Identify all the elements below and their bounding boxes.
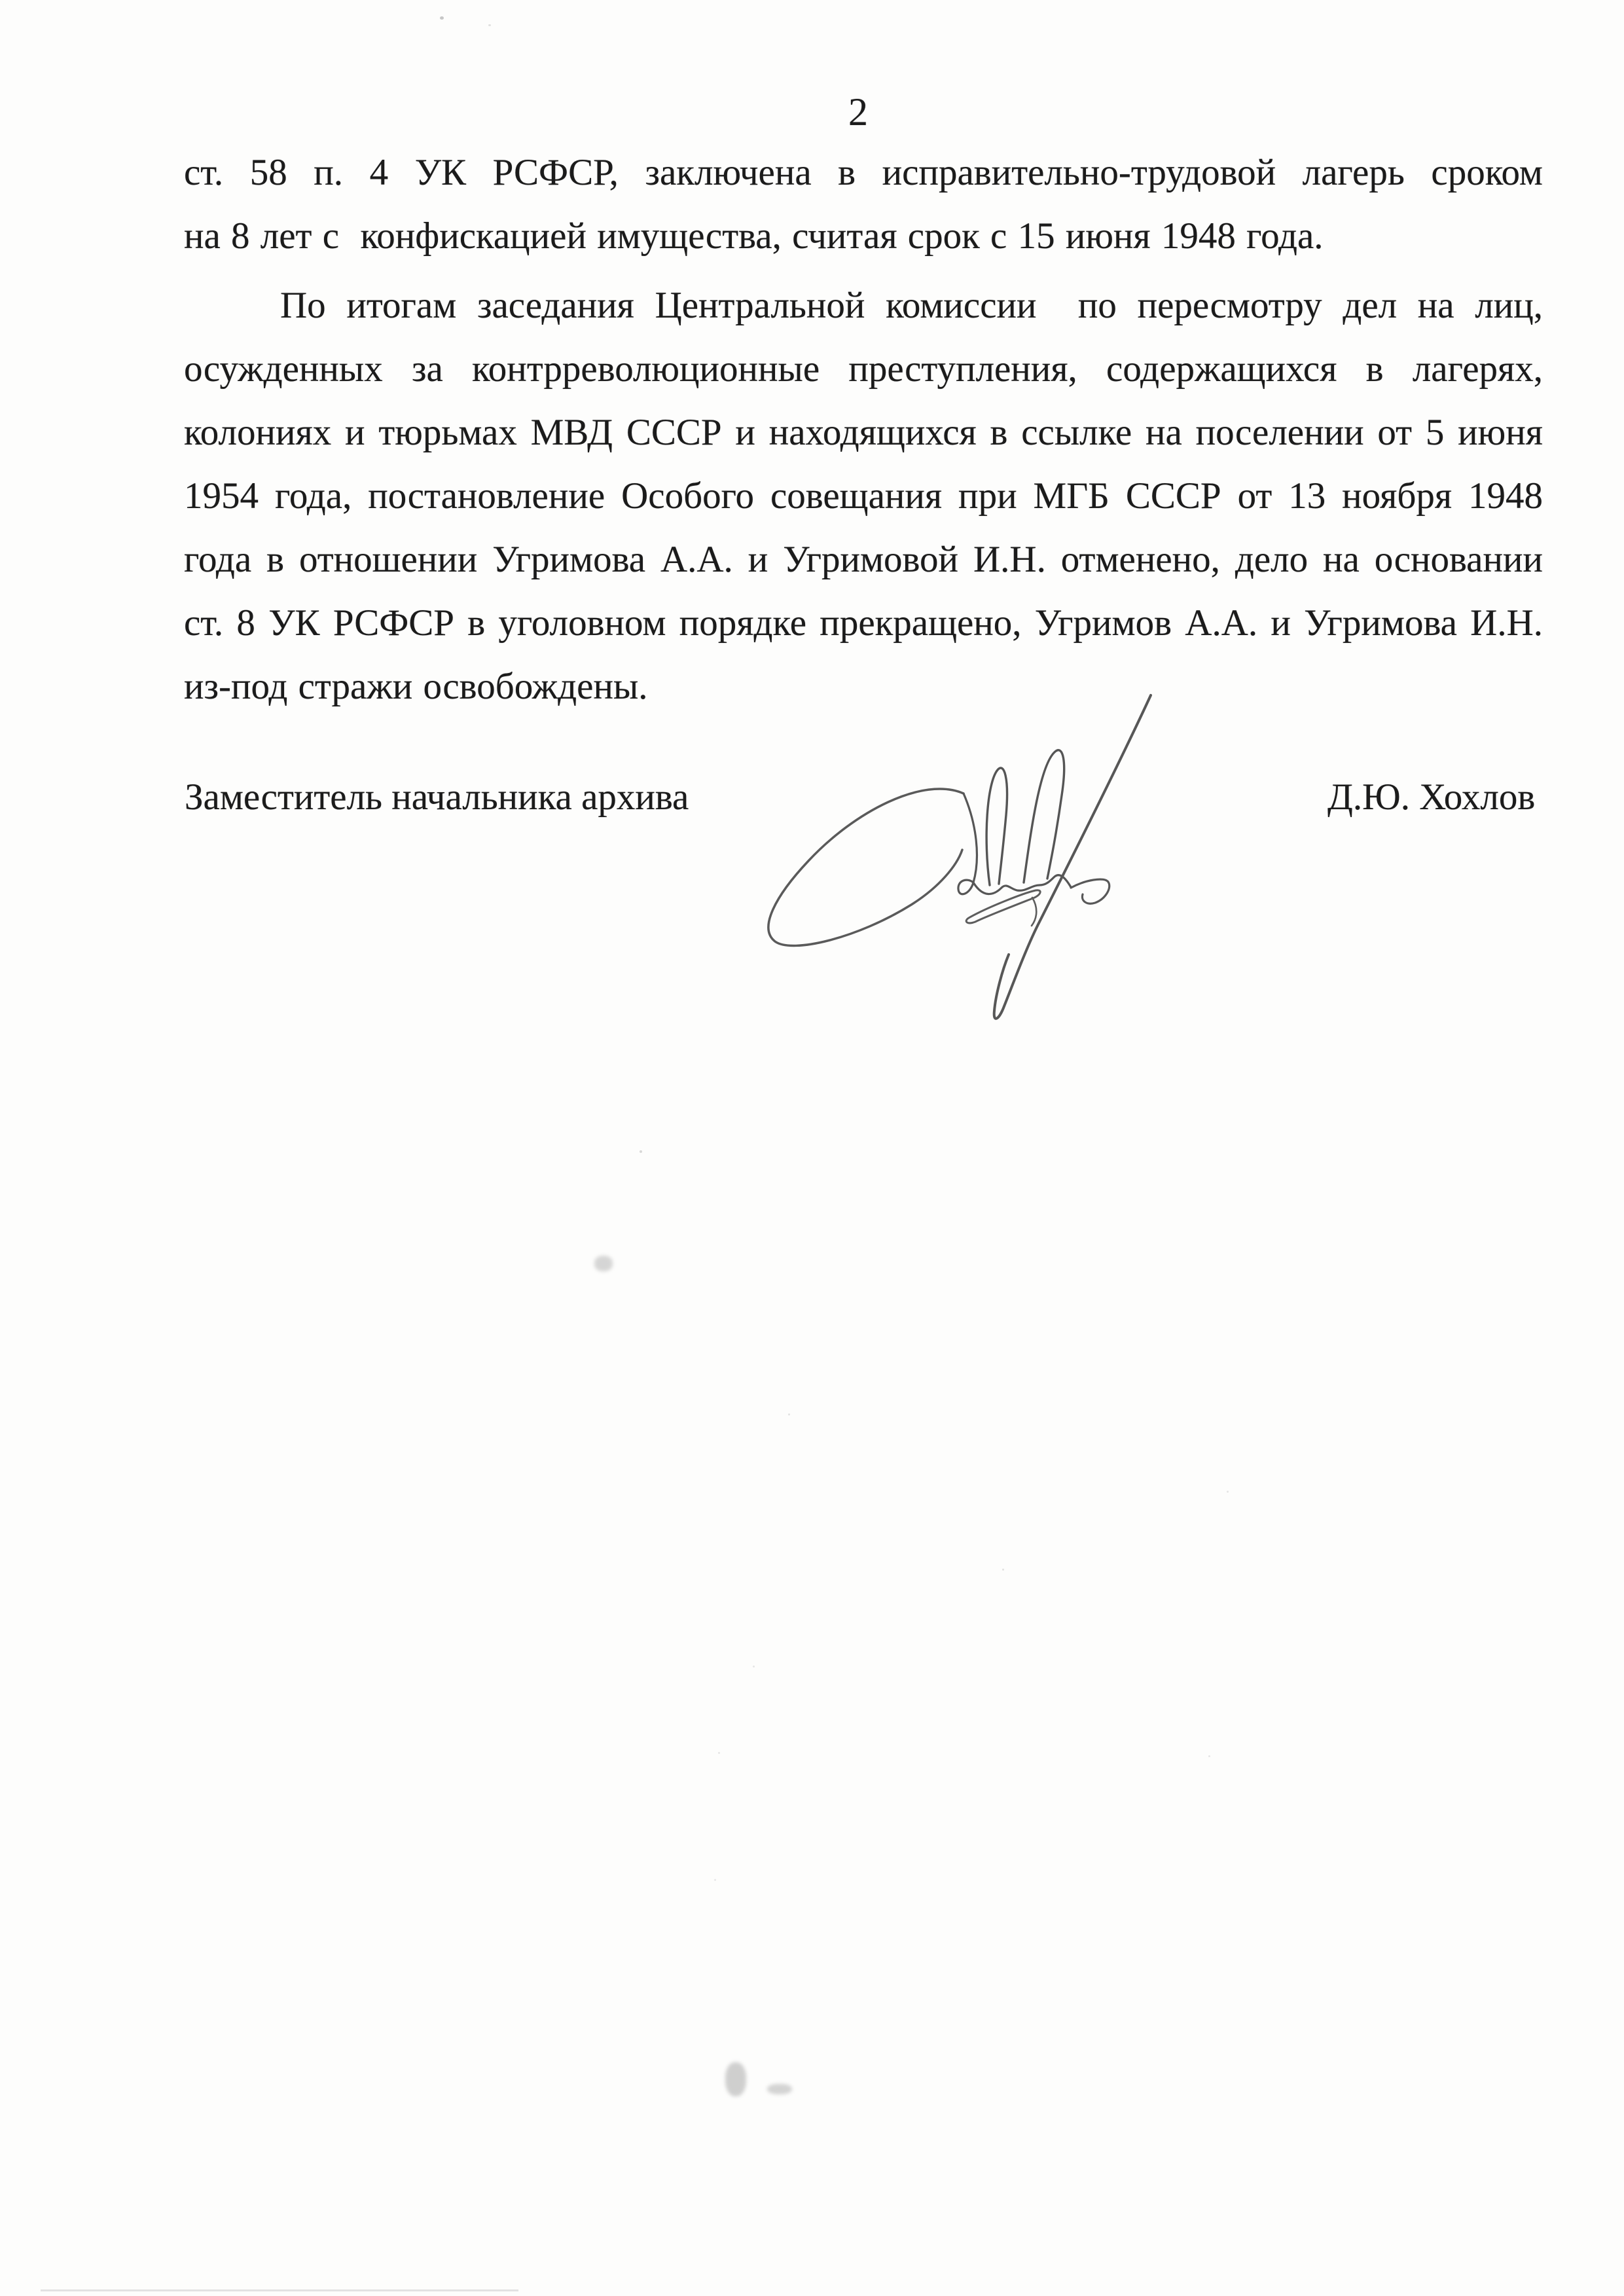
scan-artifact <box>1208 1755 1210 1757</box>
body-line: 1954 года, постановление Особого совещания при МГБ СССР от 13 ноября 1948 <box>184 475 1543 517</box>
scan-artifact <box>767 2084 792 2094</box>
scan-artifact <box>753 1666 755 1667</box>
scan-artifact <box>488 24 491 26</box>
scan-edge-artifact <box>41 2289 518 2291</box>
body-line: По итогам заседания Центральной комиссии по пересмотру дел на лиц, <box>280 285 1543 326</box>
body-line: на 8 лет с конфискацией имущества, считая срок с 15 июня 1948 года. <box>184 215 1324 257</box>
scan-artifact <box>1002 1569 1004 1571</box>
scan-artifact <box>725 2062 746 2096</box>
body-line: колониях и тюрьмах МВД СССР и находящихся в ссылке на поселении от 5 июня <box>184 412 1543 453</box>
scan-artifact <box>1227 1491 1229 1493</box>
scan-artifact <box>788 1413 790 1415</box>
body-line: ст. 8 УК РСФСР в уголовном порядке прекращено, Угримов А.А. и Угримова И.Н. <box>184 602 1543 644</box>
page-number: 2 <box>848 90 868 134</box>
scan-artifact <box>714 1879 716 1881</box>
body-line: осужденных за контрреволюционные преступления, содержащихся в лагерях, <box>184 348 1543 390</box>
scan-artifact <box>440 16 444 20</box>
scan-artifact <box>718 1752 720 1754</box>
body-line: из-под стражи освобождены. <box>184 666 648 707</box>
body-line: года в отношении Угримова А.А. и Угримовой И.Н. отменено, дело на основании <box>184 539 1543 580</box>
signatory-name: Д.Ю. Хохлов <box>1327 776 1536 818</box>
scan-artifact <box>640 1150 642 1153</box>
handwritten-signature-icon <box>746 661 1178 1034</box>
signatory-title: Заместитель начальника архива <box>185 776 689 818</box>
body-line: ст. 58 п. 4 УК РСФСР, заключена в исправительно-трудовой лагерь сроком <box>184 152 1543 193</box>
scan-artifact <box>594 1256 613 1271</box>
